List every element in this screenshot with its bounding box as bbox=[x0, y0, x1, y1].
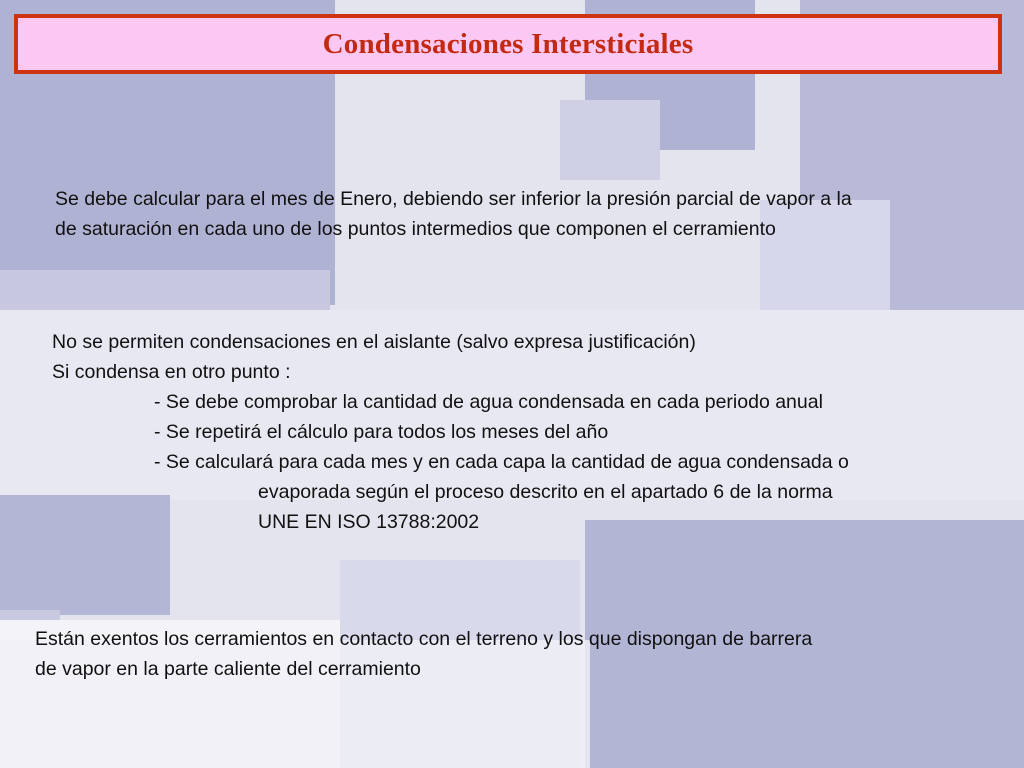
paragraph-exemptions bbox=[35, 624, 812, 684]
bullet-item: - Se repetirá el cálculo para todos los meses del año bbox=[154, 421, 609, 443]
paragraph-line: Se debe calcular para el mes de Enero, debiendo ser inferior la presión parcial de vapor a la bbox=[55, 188, 852, 210]
paragraph-line: No se permiten condensaciones en el aislante (salvo expresa justificación) bbox=[52, 331, 696, 353]
paragraph-line: Si condensa en otro punto : bbox=[52, 361, 291, 383]
slide-title: Condensaciones Intersticiales bbox=[322, 27, 694, 60]
bullet-item: - Se calculará para cada mes y en cada capa la cantidad de agua condensada o bbox=[154, 451, 849, 473]
bullet-item: - Se debe comprobar la cantidad de agua condensada en cada periodo anual bbox=[154, 391, 823, 413]
paragraph-calculation bbox=[55, 184, 852, 244]
paragraph-line: Están exentos los cerramientos en contacto con el terreno y los que dispongan de barrera bbox=[35, 628, 813, 650]
paragraph-line: de vapor en la parte caliente del cerramiento bbox=[35, 658, 421, 680]
title-box bbox=[14, 14, 1002, 74]
paragraph-rules bbox=[52, 327, 849, 537]
bullet-continuation: evaporada según el proceso descrito en el apartado 6 de la norma bbox=[258, 481, 833, 503]
paragraph-line: de saturación en cada uno de los puntos intermedios que componen el cerramiento bbox=[55, 218, 776, 240]
bullet-continuation: UNE EN ISO 13788:2002 bbox=[258, 511, 480, 533]
